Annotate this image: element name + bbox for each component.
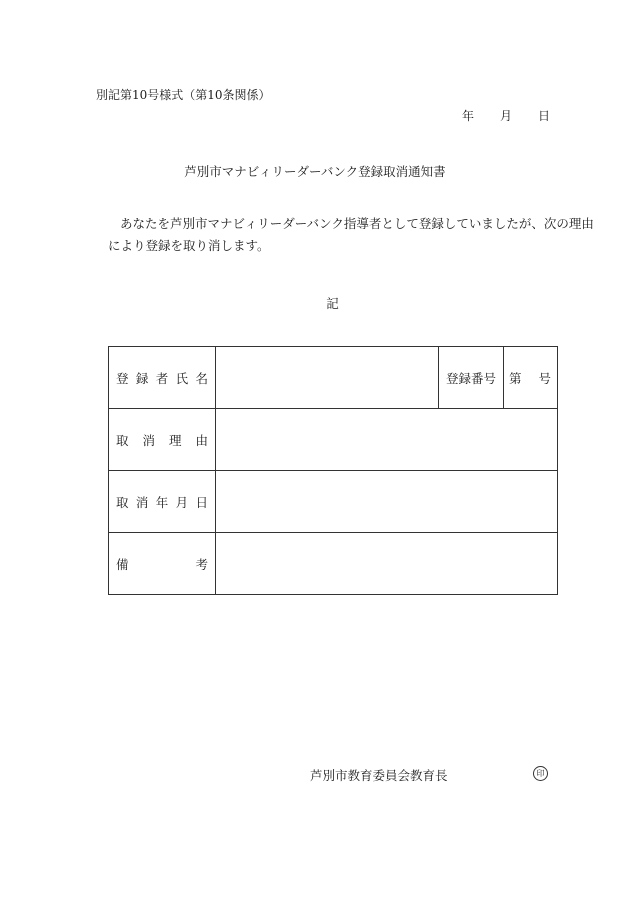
ki-heading: 記	[326, 296, 339, 311]
form-number: 別記第10号様式（第10条関係）	[96, 88, 271, 102]
cancel-reason-value[interactable]	[216, 409, 558, 471]
registrant-name-value[interactable]	[216, 347, 439, 409]
cancel-reason-label: 取 消 理 由	[109, 409, 216, 471]
body-text	[108, 213, 594, 257]
table-row	[109, 347, 558, 409]
date-line	[462, 107, 550, 124]
date-day: 日	[538, 109, 551, 123]
date-month: 月	[500, 109, 513, 123]
remarks-value[interactable]	[216, 533, 558, 595]
cancel-date-label: 取 消 年 月 日	[109, 471, 216, 533]
document-title: 芦別市マナビィリーダーバンク登録取消通知書	[184, 164, 446, 179]
remarks-label: 備 考	[109, 533, 216, 595]
registration-number-value[interactable]: 第 号	[504, 347, 558, 409]
record-table	[108, 346, 558, 595]
registration-number-label: 登録番号	[439, 347, 504, 409]
table-row	[109, 471, 558, 533]
cancel-date-value[interactable]	[216, 471, 558, 533]
body-line-2: により登録を取り消します。	[108, 238, 270, 253]
table-row	[109, 533, 558, 595]
seal-mark: 印	[533, 766, 548, 781]
registrant-name-label: 登 録 者 氏 名	[109, 347, 216, 409]
date-year: 年	[462, 109, 475, 123]
body-line-1: あなたを芦別市マナビィリーダーバンク指導者として登録していましたが、次の理由	[120, 216, 594, 231]
issuer-name: 芦別市教育委員会教育長	[310, 768, 448, 783]
table-row	[109, 409, 558, 471]
